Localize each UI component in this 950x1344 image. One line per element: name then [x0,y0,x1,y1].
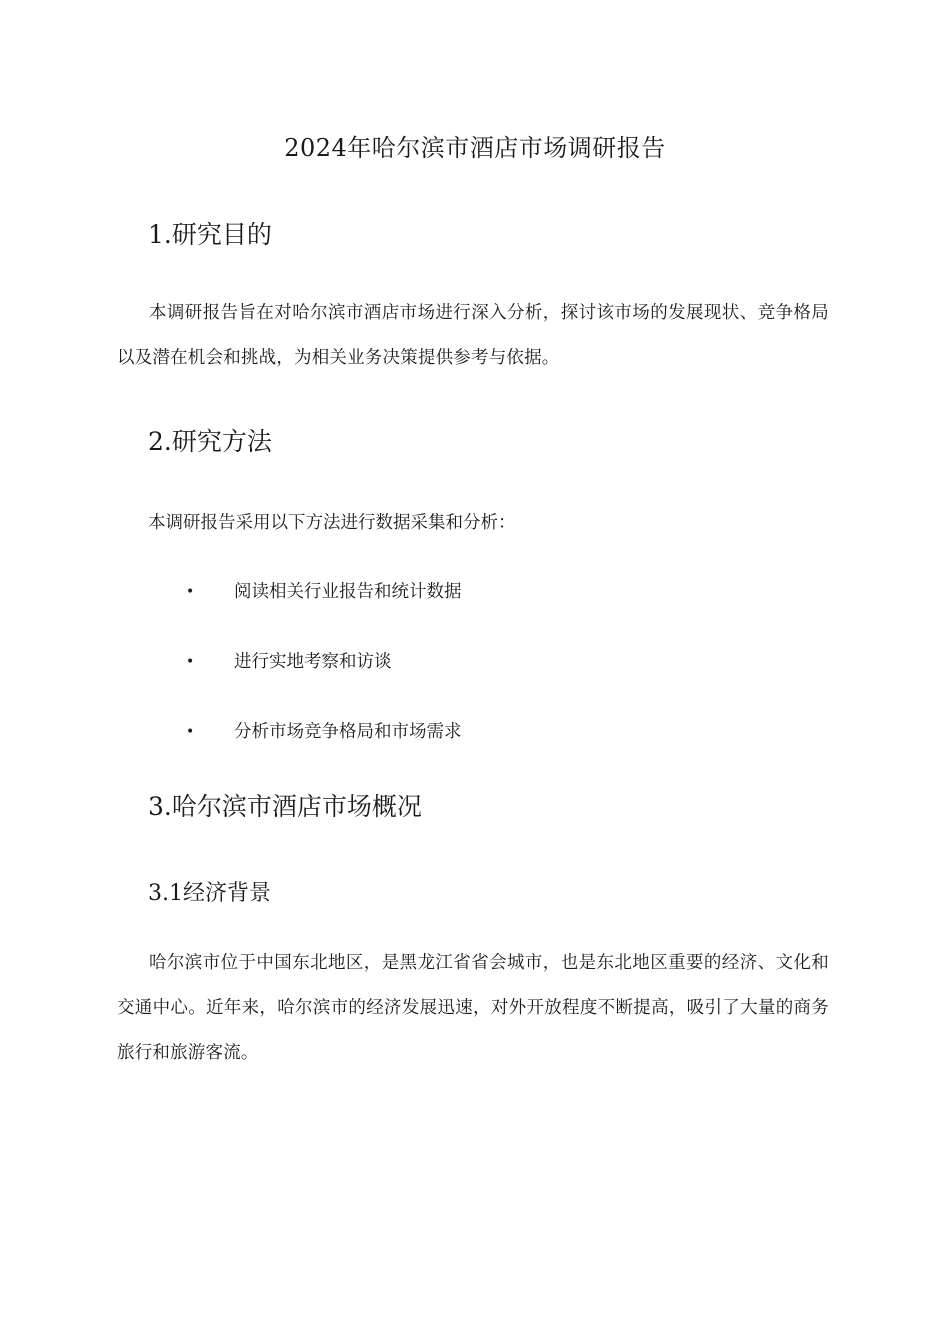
document-title: 2024年哈尔滨市酒店市场调研报告 [284,134,666,162]
bullet-marker: • [186,654,195,670]
bullet-text: 分析市场竞争格局和市场需求 [234,722,462,742]
section-heading-research-method: 2.研究方法 [148,427,272,456]
section-heading-market-overview: 3.哈尔滨市酒店市场概况 [148,792,422,821]
section-paragraph-research-purpose: 本调研报告旨在对哈尔滨市酒店市场进行深入分析，探讨该市场的发展现状、竞争格局以及潜在机会和挑战，为相关业务决策提供参考与依据。 [117,303,829,368]
bullet-marker: • [186,584,195,600]
section-heading-research-purpose: 1.研究目的 [148,220,272,249]
bullet-text: 阅读相关行业报告和统计数据 [234,582,462,602]
subsection-heading-economic-background: 3.1经济背景 [148,881,271,906]
bullet-marker: • [186,724,195,740]
bullet-text: 进行实地考察和访谈 [234,652,392,672]
method-intro: 本调研报告采用以下方法进行数据采集和分析： [148,513,516,533]
subsection-paragraph-economic-background: 哈尔滨市位于中国东北地区，是黑龙江省省会城市，也是东北地区重要的经济、文化和交通中心。近年来，哈尔滨市的经济发展迅速，对外开放程度不断提高，吸引了大量的商务旅行和旅游客流。 [117,953,829,1063]
